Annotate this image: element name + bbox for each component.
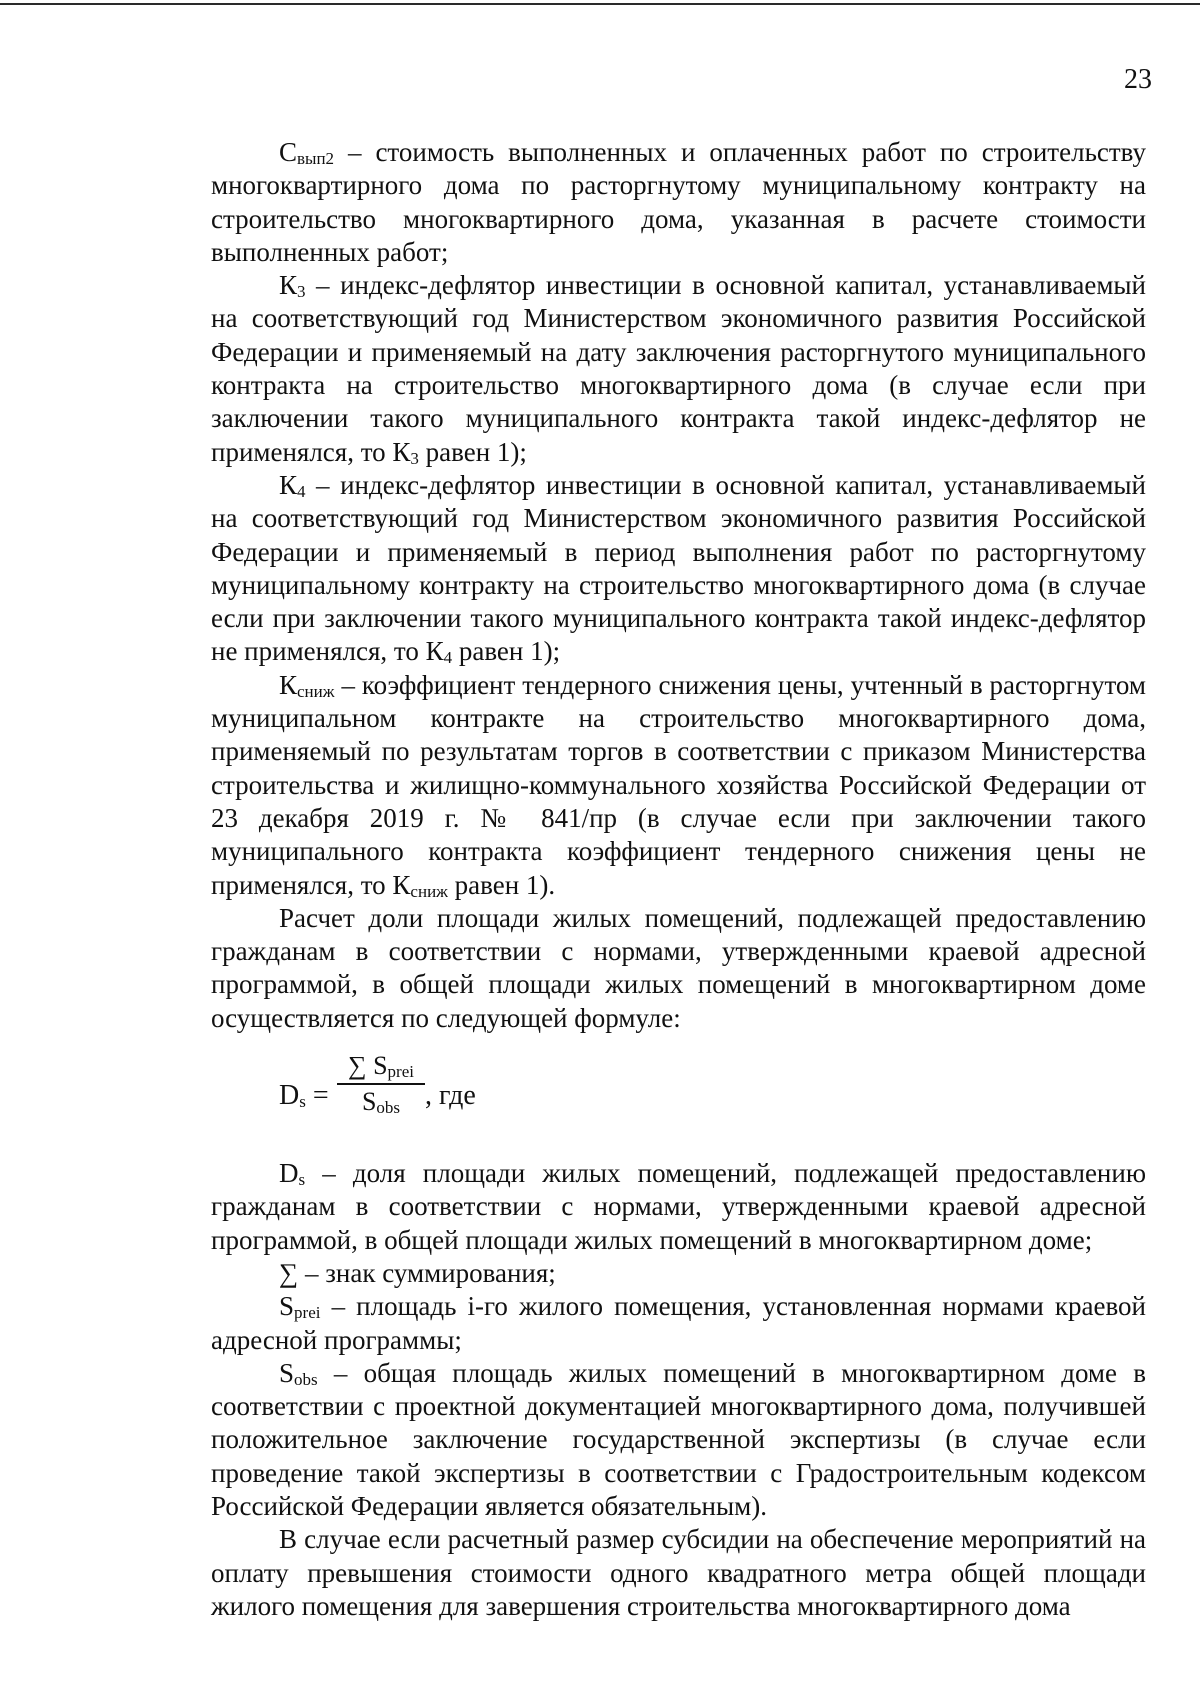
paragraph-k3 <box>211 269 1146 469</box>
term-symbol: S <box>279 1357 295 1388</box>
numerator-subscript: prei <box>387 1062 414 1082</box>
paragraph-text: – площадь i-го жилого помещения, установленная нормами краевой адресной программы; <box>211 1291 1146 1355</box>
paragraph-formula-intro <box>211 902 1146 1035</box>
paragraph-text: – коэффициент тендерного снижения цены, учтенный в расторгнутом муниципальном контракте на строительство многоквартирного дома, применяемый по результатам торгов в соответствии с приказом Министерства строительства и жилищно-коммунального хозяйства Российской Федерации от 23 декабря 2019 г. № 841/пр (в случае если при заключении такого муниципального контракта коэффициент тендерного снижения цены не применялся, то К <box>211 669 1146 900</box>
term-subscript: вып2 <box>297 149 335 168</box>
term-subscript: obs <box>294 1369 318 1389</box>
paragraph-c-vyp2 <box>211 136 1146 269</box>
paragraph-text-end: равен 1). <box>447 869 556 900</box>
inline-subscript: 3 <box>410 448 419 468</box>
paragraph-text-end: равен 1); <box>418 436 527 467</box>
top-rule <box>0 3 1200 5</box>
formula-numerator <box>337 1051 425 1083</box>
term-subscript: s <box>298 1170 306 1190</box>
formula-equals: = <box>312 1080 329 1112</box>
formula-ds <box>211 1047 1146 1147</box>
term-subscript: prei <box>294 1303 321 1323</box>
paragraph-s-prei <box>211 1290 1146 1357</box>
denominator-subscript: obs <box>376 1097 401 1117</box>
term-symbol: С <box>279 137 298 167</box>
denominator-symbol: S <box>361 1086 377 1116</box>
spacer <box>211 1147 1146 1157</box>
formula-tail: , где <box>425 1080 476 1112</box>
inline-subscript: сниж <box>410 881 448 901</box>
inline-subscript: 4 <box>443 648 453 668</box>
paragraph-k-snizh <box>211 669 1146 902</box>
formula-lhs-symbol: D <box>279 1080 300 1112</box>
paragraph-text: Расчет доли площади жилых помещений, подлежащей предоставлению гражданам в соответствии с нормами, утвержденными краевой адресной программой, в общей площади жилых помещений в многоквартирном доме осуществляется по следующей формуле: <box>211 902 1146 1033</box>
paragraph-s-obs <box>211 1357 1146 1523</box>
formula-denominator <box>337 1085 425 1119</box>
formula-lhs-subscript: s <box>299 1092 306 1112</box>
document-body <box>211 136 1146 1623</box>
paragraph-text: В случае если расчетный размер субсидии на обеспечение мероприятий на оплату превышения стоимости одного квадратного метра общей площади жилого помещения для завершения строительства многоквартирного дома <box>211 1524 1146 1621</box>
paragraph-text: – индекс-дефлятор инвестиции в основной капитал, устанавливаемый на соответствующий год Министерством экономичного развития Российской Федерации и применяемый на дату заключения расторгнутого муниципального контракта на строительство многоквартирного дома (в случае если при заключении такого муниципального контракта такой индекс-дефлятор не применялся, то К <box>211 270 1146 467</box>
term-subscript: 4 <box>297 481 306 501</box>
term-symbol: S <box>279 1291 295 1322</box>
term-symbol: К <box>279 469 298 500</box>
paragraph-ds <box>211 1157 1146 1257</box>
paragraph-text: – стоимость выполненных и оплаченных работ по строительству многоквартирного дома по расторгнутому муниципальному контракту на строительство многоквартирного дома, указанная в расчете стоимости выполненных работ; <box>211 137 1146 267</box>
term-symbol: К <box>279 270 298 301</box>
paragraph-text-end: равен 1); <box>452 636 561 667</box>
paragraph-text: – доля площади жилых помещений, подлежащей предоставлению гражданам в соответствии с нормами, утвержденными краевой адресной программой, в общей площади жилых помещений в многоквартирном доме; <box>211 1158 1146 1255</box>
paragraph-sum <box>211 1257 1146 1290</box>
term-symbol: К <box>279 669 298 700</box>
term-symbol: D <box>279 1158 299 1189</box>
paragraph-subsidy <box>211 1523 1146 1623</box>
page-number: 23 <box>1124 64 1152 95</box>
numerator-symbol: ∑ S <box>348 1051 388 1081</box>
formula-lhs <box>279 1079 329 1113</box>
paragraph-text: – знак суммирования; <box>298 1257 556 1288</box>
term-symbol: ∑ <box>279 1257 299 1288</box>
term-subscript: 3 <box>297 282 306 302</box>
paragraph-k4 <box>211 469 1146 669</box>
paragraph-text: – индекс-дефлятор инвестиции в основной капитал, устанавливаемый на соответствующий год Министерством экономичного развития Российской Федерации и применяемый в период выполнения работ по расторгнутому муниципальному контракту на строительство многоквартирного дома (в случае если при заключении такого муниципального контракта такой индекс-дефлятор не применялся, то К <box>211 469 1146 667</box>
formula-fraction <box>337 1051 425 1119</box>
paragraph-text: – общая площадь жилых помещений в многоквартирном доме в соответствии с проектной документацией многоквартирного дома, получившей положительное заключение государственной экспертизы (в случае если проведение такой экспертизы в соответствии с Градостроительным кодексом Российской Федерации является обязательным). <box>211 1357 1146 1521</box>
term-subscript: сниж <box>297 681 335 701</box>
